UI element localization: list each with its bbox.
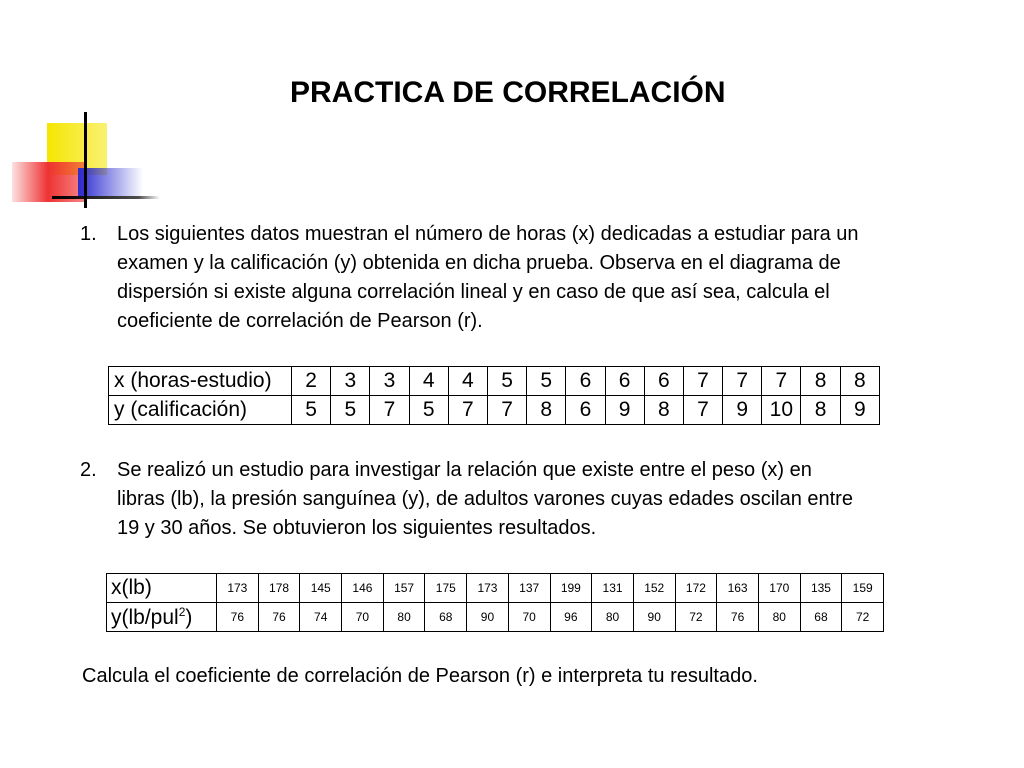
table-cell: 7 — [683, 367, 722, 396]
table-cell: 5 — [527, 367, 566, 396]
table-cell: 7 — [762, 367, 801, 396]
table-cell: 76 — [717, 603, 759, 632]
deco-blue-square — [78, 168, 143, 196]
table-row-x — [109, 367, 880, 396]
table-cell: 90 — [633, 603, 675, 632]
deco-horizontal-line — [52, 196, 160, 199]
decorative-squares-logo — [0, 0, 160, 215]
table-cell: 96 — [550, 603, 592, 632]
table-cell: 68 — [800, 603, 842, 632]
row-label-y-text: y(lb/pul — [111, 605, 179, 629]
page-title: PRACTICA DE CORRELACIÓN — [290, 76, 726, 109]
row-label-y: y (calificación) — [109, 396, 292, 425]
row-label-y-close: ) — [185, 605, 193, 629]
table-cell: 9 — [723, 396, 762, 425]
question-1-line: dispersión si existe alguna correlación lineal y en caso de que así sea, calcula el — [117, 281, 830, 303]
question-2-number: 2. — [80, 459, 97, 481]
table-cell: 157 — [383, 574, 425, 603]
table-cell: 8 — [801, 367, 840, 396]
table-cell: 5 — [409, 396, 448, 425]
table-cell: 145 — [300, 574, 342, 603]
table-cell: 68 — [425, 603, 467, 632]
table-cell: 8 — [801, 396, 840, 425]
table-cell: 5 — [331, 396, 370, 425]
table-cell: 6 — [644, 367, 683, 396]
question-2-line: 19 y 30 años. Se obtuvieron los siguientes resultados. — [117, 517, 597, 539]
question-2 — [80, 456, 920, 546]
question-1-number: 1. — [80, 223, 97, 245]
table-cell: 2 — [292, 367, 331, 396]
hours-grades-table — [108, 366, 880, 425]
table-cell: 178 — [258, 574, 300, 603]
table-cell: 146 — [342, 574, 384, 603]
table-cell: 8 — [840, 367, 879, 396]
table-cell: 137 — [508, 574, 550, 603]
table-cell: 9 — [840, 396, 879, 425]
table-row-y — [109, 396, 880, 425]
table-cell: 199 — [550, 574, 592, 603]
table-cell: 5 — [292, 396, 331, 425]
table-cell: 173 — [217, 574, 259, 603]
table-cell: 8 — [527, 396, 566, 425]
table-cell: 4 — [448, 367, 487, 396]
table-cell: 76 — [258, 603, 300, 632]
table-cell: 3 — [331, 367, 370, 396]
question-2-line: libras (lb), la presión sanguínea (y), de adultos varones cuyas edades oscilan entre — [117, 488, 853, 510]
row-label-x: x (horas-estudio) — [109, 367, 292, 396]
question-2-text — [117, 456, 909, 543]
table-cell: 170 — [758, 574, 800, 603]
question-1-line: Los siguientes datos muestran el número de horas (x) dedicadas a estudiar para un — [117, 223, 859, 245]
table-cell: 80 — [383, 603, 425, 632]
table-cell: 7 — [683, 396, 722, 425]
question-1-line: coeficiente de correlación de Pearson (r). — [117, 310, 483, 332]
table-cell: 76 — [217, 603, 259, 632]
question-1 — [80, 220, 920, 340]
question-1-text — [117, 220, 909, 336]
table-cell: 72 — [675, 603, 717, 632]
table-cell: 5 — [487, 367, 526, 396]
table-cell: 152 — [633, 574, 675, 603]
table-cell: 9 — [605, 396, 644, 425]
weight-pressure-table — [106, 573, 884, 632]
table-cell: 131 — [592, 574, 634, 603]
table-cell: 159 — [842, 574, 884, 603]
table-cell: 175 — [425, 574, 467, 603]
table-cell: 7 — [448, 396, 487, 425]
row-label-y-superscript: 2 — [178, 604, 186, 619]
table-cell: 72 — [842, 603, 884, 632]
table-cell: 7 — [487, 396, 526, 425]
question-2-line: Se realizó un estudio para investigar la relación que existe entre el peso (x) en — [117, 459, 812, 481]
table-row-y — [107, 603, 884, 632]
table-cell: 135 — [800, 574, 842, 603]
table-cell: 80 — [758, 603, 800, 632]
table-cell: 10 — [762, 396, 801, 425]
table-cell: 163 — [717, 574, 759, 603]
row-label-x: x(lb) — [107, 574, 217, 603]
row-label-y — [107, 603, 217, 632]
table-cell: 8 — [644, 396, 683, 425]
deco-vertical-line — [84, 112, 87, 208]
table-cell: 173 — [467, 574, 509, 603]
closing-instruction: Calcula el coeficiente de correlación de Pearson (r) e interpreta tu resultado. — [82, 665, 758, 687]
table-cell: 7 — [723, 367, 762, 396]
table-cell: 6 — [605, 367, 644, 396]
table-cell: 4 — [409, 367, 448, 396]
table-cell: 3 — [370, 367, 409, 396]
table-cell: 74 — [300, 603, 342, 632]
table-cell: 70 — [342, 603, 384, 632]
table-cell: 7 — [370, 396, 409, 425]
table-row-x — [107, 574, 884, 603]
question-1-line: examen y la calificación (y) obtenida en dicha prueba. Observa en el diagrama de — [117, 252, 841, 274]
table-cell: 90 — [467, 603, 509, 632]
table-cell: 172 — [675, 574, 717, 603]
table-cell: 80 — [592, 603, 634, 632]
table-cell: 70 — [508, 603, 550, 632]
table-cell: 6 — [566, 396, 605, 425]
table-cell: 6 — [566, 367, 605, 396]
